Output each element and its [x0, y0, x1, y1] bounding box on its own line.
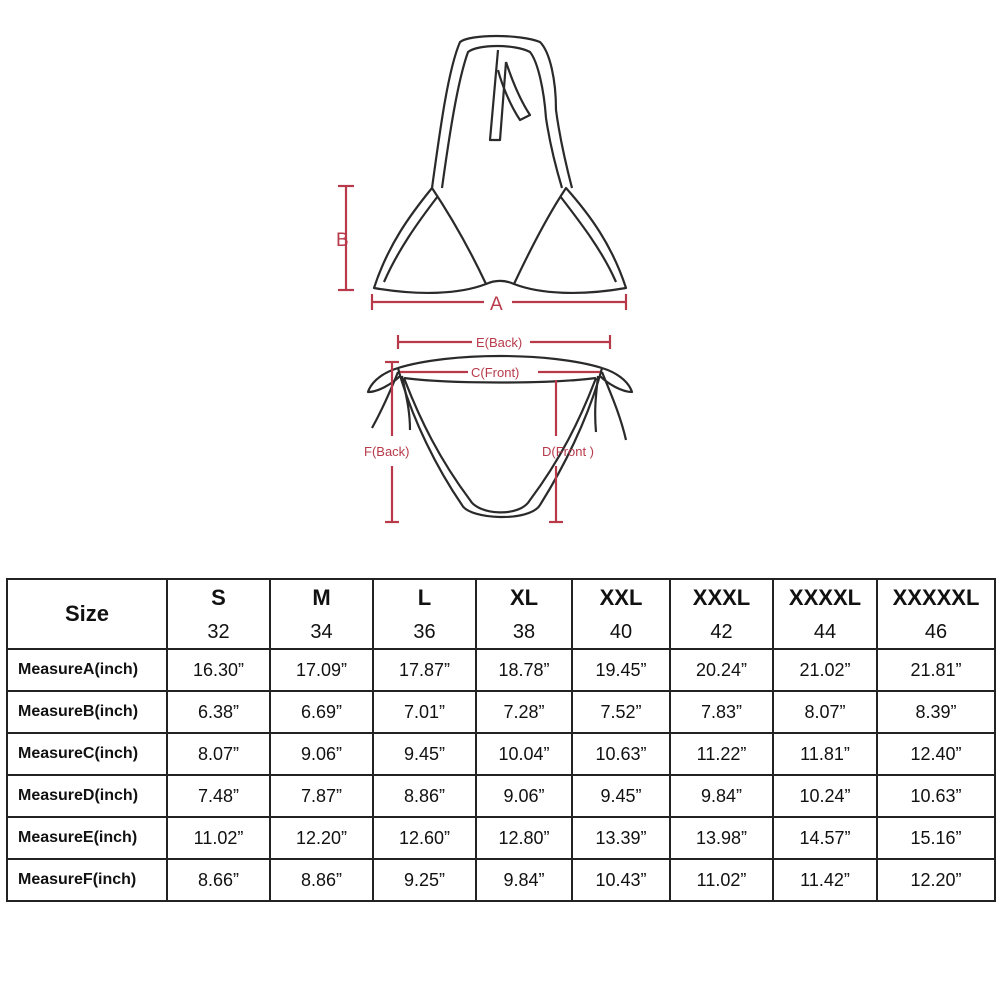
measurement-value: 21.02”	[773, 649, 877, 691]
measurement-label: MeasureC(inch)	[7, 733, 167, 775]
measurement-value: 18.78”	[476, 649, 572, 691]
measurement-value: 11.81”	[773, 733, 877, 775]
measurement-value: 12.20”	[877, 859, 995, 901]
label-d-front: D(Front )	[542, 444, 594, 459]
measurement-value: 9.45”	[572, 775, 670, 817]
size-number-cell: 38	[476, 616, 572, 649]
size-number-cell: 42	[670, 616, 773, 649]
measurement-value: 11.02”	[670, 859, 773, 901]
measurement-row	[7, 691, 995, 733]
measurement-value: 11.42”	[773, 859, 877, 901]
measurement-value: 9.84”	[670, 775, 773, 817]
size-number-cell: 40	[572, 616, 670, 649]
measurement-row	[7, 817, 995, 859]
measurement-value: 8.66”	[167, 859, 270, 901]
dimension-lines	[338, 186, 626, 522]
measurement-value: 7.87”	[270, 775, 373, 817]
measurement-value: 8.86”	[270, 859, 373, 901]
measurement-value: 12.80”	[476, 817, 572, 859]
measurement-row	[7, 733, 995, 775]
label-c-front: C(Front)	[471, 365, 520, 380]
measurement-value: 14.57”	[773, 817, 877, 859]
size-letter-cell: XXXXXL	[877, 579, 995, 616]
measurement-value: 20.24”	[670, 649, 773, 691]
measurement-value: 6.38”	[167, 691, 270, 733]
size-letter-row	[7, 579, 995, 616]
label-b: B	[336, 230, 349, 251]
measurement-value: 13.39”	[572, 817, 670, 859]
size-letter-cell: XXXXL	[773, 579, 877, 616]
size-letter-cell: XXL	[572, 579, 670, 616]
measurement-value: 10.63”	[572, 733, 670, 775]
measurement-value: 10.04”	[476, 733, 572, 775]
measurement-label: MeasureE(inch)	[7, 817, 167, 859]
measurement-value: 7.52”	[572, 691, 670, 733]
measurement-value: 8.07”	[773, 691, 877, 733]
measurement-label: MeasureA(inch)	[7, 649, 167, 691]
measurement-value: 10.63”	[877, 775, 995, 817]
bikini-bottom-drawing	[368, 356, 632, 517]
measurement-value: 7.28”	[476, 691, 572, 733]
measurement-value: 16.30”	[167, 649, 270, 691]
measurement-value: 8.07”	[167, 733, 270, 775]
measurement-label: MeasureD(inch)	[7, 775, 167, 817]
measurement-value: 9.06”	[476, 775, 572, 817]
size-letter-cell: L	[373, 579, 476, 616]
measurement-label: MeasureF(inch)	[7, 859, 167, 901]
measurement-value: 7.01”	[373, 691, 476, 733]
bikini-top-drawing	[374, 36, 626, 293]
measurement-row	[7, 859, 995, 901]
measurement-value: 13.98”	[670, 817, 773, 859]
measurement-value: 9.25”	[373, 859, 476, 901]
measurement-label: MeasureB(inch)	[7, 691, 167, 733]
size-chart-table	[6, 578, 996, 902]
size-letter-cell: XL	[476, 579, 572, 616]
label-f-back: F(Back)	[364, 444, 410, 459]
measurement-value: 11.22”	[670, 733, 773, 775]
label-a: A	[490, 294, 503, 315]
measurement-value: 8.86”	[373, 775, 476, 817]
measurement-value: 9.84”	[476, 859, 572, 901]
label-e-back: E(Back)	[476, 335, 523, 350]
measurement-value: 15.16”	[877, 817, 995, 859]
measurement-value: 9.06”	[270, 733, 373, 775]
size-number-cell: 46	[877, 616, 995, 649]
size-letter-cell: S	[167, 579, 270, 616]
measurement-value: 10.43”	[572, 859, 670, 901]
size-number-cell: 32	[167, 616, 270, 649]
size-number-cell: 44	[773, 616, 877, 649]
measurement-row	[7, 649, 995, 691]
size-number-cell: 36	[373, 616, 476, 649]
measurement-value: 10.24”	[773, 775, 877, 817]
measurement-value: 12.60”	[373, 817, 476, 859]
measurement-value: 8.39”	[877, 691, 995, 733]
measurement-value: 7.48”	[167, 775, 270, 817]
size-letter-cell: XXXL	[670, 579, 773, 616]
measurement-row	[7, 775, 995, 817]
size-number-cell: 34	[270, 616, 373, 649]
measurement-value: 17.87”	[373, 649, 476, 691]
measurement-value: 9.45”	[373, 733, 476, 775]
measurement-value: 19.45”	[572, 649, 670, 691]
measurement-value: 11.02”	[167, 817, 270, 859]
measurement-value: 6.69”	[270, 691, 373, 733]
measurement-value: 17.09”	[270, 649, 373, 691]
measurement-value: 12.40”	[877, 733, 995, 775]
measurement-value: 12.20”	[270, 817, 373, 859]
size-letter-cell: M	[270, 579, 373, 616]
measurement-value: 7.83”	[670, 691, 773, 733]
size-header: Size	[7, 579, 167, 649]
measurement-value: 21.81”	[877, 649, 995, 691]
